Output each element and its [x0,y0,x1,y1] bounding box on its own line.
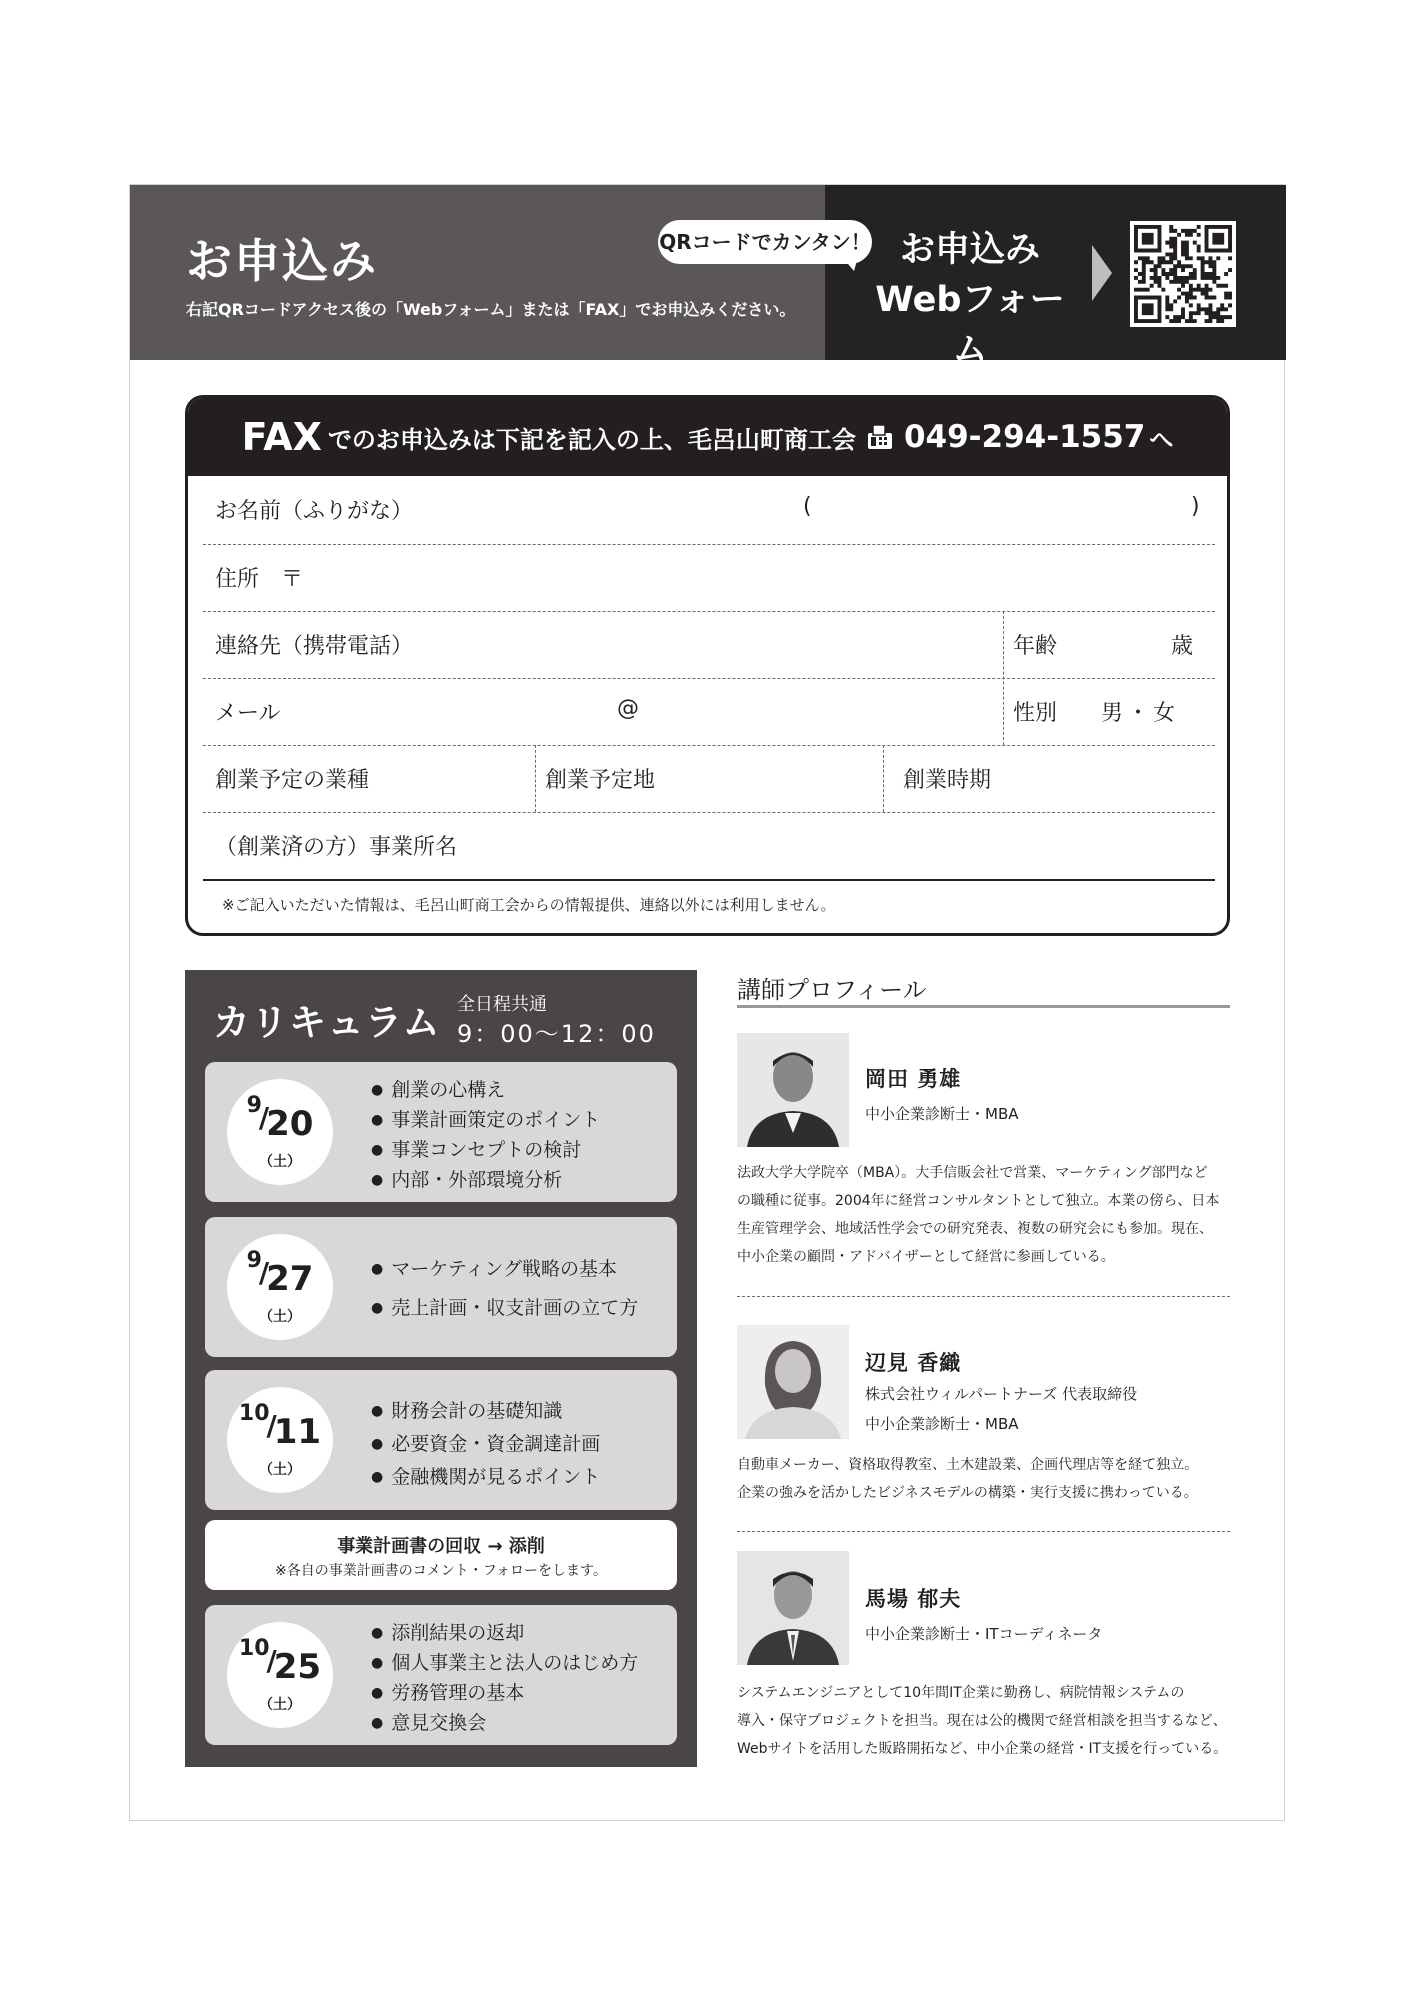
instructor-card [737,1325,1230,1525]
fax-heading: でのお申込みは下記を記入の上、毛呂山町商工会 [327,425,856,454]
divider [737,1296,1230,1297]
date-badge: 9/27 （土） [227,1234,333,1340]
topic-item: ● 財務会計の基礎知識 [371,1396,600,1429]
common-schedule-label: 全日程共通 [457,994,547,1015]
bio-line: Webサイトを活用した販路開拓など、中小企業の経営・IT支援を行っている。 [737,1741,1228,1757]
instructor-photo [737,1325,849,1439]
gender-options: 男・女 [1101,701,1180,726]
name-field[interactable] [203,476,1215,545]
industry-label: 創業予定の業種 [215,768,370,793]
web-form-line1: お申込み [899,230,1040,270]
date-badge: 10/11 （土） [227,1387,333,1493]
bio-line: 中小企業の顧問・アドバイザーとして経営に参画している。 [737,1249,1115,1265]
fax-application-form [185,395,1230,936]
bio-line: 企業の強みを活かしたビジネスモデルの構築・実行支援に携わっている。 [737,1485,1198,1501]
review-card [205,1520,677,1590]
profiles-heading-text: 講師プロフィール [737,976,927,1004]
privacy-note: ※ご記入いただいた情報は、毛呂山町商工会からの情報提供、連絡以外には利用しません。 [222,896,836,914]
session-time: 9：00〜12：00 [457,1020,656,1048]
application-instructions: 右記QRコードアクセス後の「Webフォーム」または「FAX」でお申込みください。 [186,300,796,319]
bubble-tail [842,257,858,271]
phone-field[interactable] [203,611,1215,679]
review-title: 事業計画書の回収 → 添削 [337,1536,545,1557]
fax-number: 049-294-1557 [903,419,1146,455]
fax-to: へ [1149,425,1174,454]
bio-line: 自動車メーカー、資格取得教室、土木建設業、企画代理店等を経て独立。 [737,1457,1199,1473]
phone-label: 連絡先（携帯電話） [215,634,414,659]
gender-label: 性別 [1013,701,1058,726]
age-label: 年齢 [1013,634,1058,659]
instructor-photo [737,1033,849,1147]
date-month: 9 [246,1248,262,1273]
date-month: 9 [246,1093,262,1118]
topic-item: ● 意見交換会 [371,1709,638,1739]
review-note: ※各自の事業計画書のコメント・フォローをします。 [275,1563,607,1579]
fax-form-header [188,398,1227,476]
bio-line: 導入・保守プロジェクトを担当。現在は公的機関で経営相談を担当するなど、 [737,1713,1227,1729]
topic-item: ● 売上計画・収支計画の立て方 [371,1290,638,1329]
topic-item: ● 事業計画策定のポイント [371,1106,600,1136]
qr-easy-bubble: QRコードでカンタン！ [658,220,872,264]
instructor-card [737,1551,1230,1761]
timing-label: 創業時期 [903,768,992,793]
age-unit: 歳 [1171,634,1194,659]
date-day: 20 [266,1104,314,1144]
instructor-name: 辺見 香織 [865,1351,962,1375]
date-weekday: （土） [259,1697,301,1713]
arrow-right-icon [1092,245,1112,301]
business-plan-row [203,745,1215,813]
divider [1003,611,1004,745]
web-form-link[interactable] [875,225,1065,375]
date-badge: 10/25 （土） [227,1622,333,1728]
date-day: 27 [266,1259,314,1299]
curriculum-title: カリキュラム [213,1001,441,1044]
topic-item: ● 個人事業主と法人のはじめ方 [371,1649,638,1679]
divider [535,745,536,812]
session-card [205,1217,677,1357]
instructor-card [737,1033,1230,1283]
instructor-role: 中小企業診断士・ITコーディネータ [865,1625,1103,1643]
bio-line: 法政大学大学院卒（MBA）。大手信販会社で営業、マーケティング部門など [737,1165,1208,1181]
topic-item: ● 内部・外部環境分析 [371,1166,600,1196]
name-label: お名前（ふりがな） [215,499,414,524]
office-name-field[interactable] [203,812,1215,881]
date-weekday: （土） [259,1309,301,1325]
address-field[interactable] [203,544,1215,612]
instructor-name: 馬場 郁夫 [865,1587,962,1611]
bio-line: の職種に従事。2004年に経営コンサルタントとして独立。本業の傍ら、日本 [737,1193,1220,1209]
profiles-heading [737,970,1230,1008]
qr-code-icon [1134,225,1232,323]
divider [737,1531,1230,1532]
person-icon [737,1325,849,1439]
qr-code[interactable] [1130,221,1236,327]
instructor-name: 岡田 勇雄 [865,1067,962,1091]
fax-label: FAX [241,415,322,459]
furigana-paren-close: ) [1191,494,1200,519]
instructor-role: 株式会社ウィルパートナーズ 代表取締役 [865,1385,1138,1403]
date-month: 10 [238,1636,270,1661]
date-day: 11 [273,1412,322,1452]
instructor-photo [737,1551,849,1665]
topic-item: ● 必要資金・資金調達計画 [371,1429,600,1462]
topic-item: ● 添削結果の返却 [371,1619,638,1649]
topic-item: ● 事業コンセプトの検討 [371,1136,600,1166]
bio-line: 生産管理学会、地域活性学会での研究発表、複数の研究会にも参加。現在、 [737,1221,1213,1237]
flyer-page [129,184,1285,1821]
bio-line: システムエンジニアとして10年間IT企業に勤務し、病院情報システムの [737,1685,1185,1701]
session-card [205,1370,677,1510]
session-card [205,1062,677,1202]
application-title: お申込み [186,234,378,288]
date-weekday: （土） [259,1462,301,1478]
date-month: 10 [238,1401,270,1426]
office-label: （創業済の方）事業所名 [215,835,458,860]
topic-item: ● 金融機関が見るポイント [371,1462,600,1495]
address-label: 住所 〒 [215,567,304,592]
instructor-role: 中小企業診断士・MBA [865,1105,1019,1123]
instructor-role: 中小企業診断士・MBA [865,1415,1019,1433]
person-icon [737,1551,849,1665]
topic-item: ● マーケティング戦略の基本 [371,1251,638,1290]
person-icon [737,1033,849,1147]
topic-item: ● 創業の心構え [371,1076,600,1106]
furigana-paren-open: ( [803,494,812,519]
email-at: @ [617,696,639,721]
web-form-line2: Webフォーム [875,280,1065,370]
application-header [130,185,825,360]
date-weekday: （土） [259,1154,301,1170]
curriculum-panel [185,970,697,1767]
email-label: メール [215,701,281,726]
session-card [205,1605,677,1745]
date-day: 25 [273,1647,322,1687]
date-badge: 9/20 （土） [227,1079,333,1185]
topic-item: ● 労務管理の基本 [371,1679,638,1709]
location-label: 創業予定地 [545,768,656,793]
email-field[interactable] [203,678,1215,746]
divider [883,745,884,812]
fax-machine-icon [866,423,894,451]
